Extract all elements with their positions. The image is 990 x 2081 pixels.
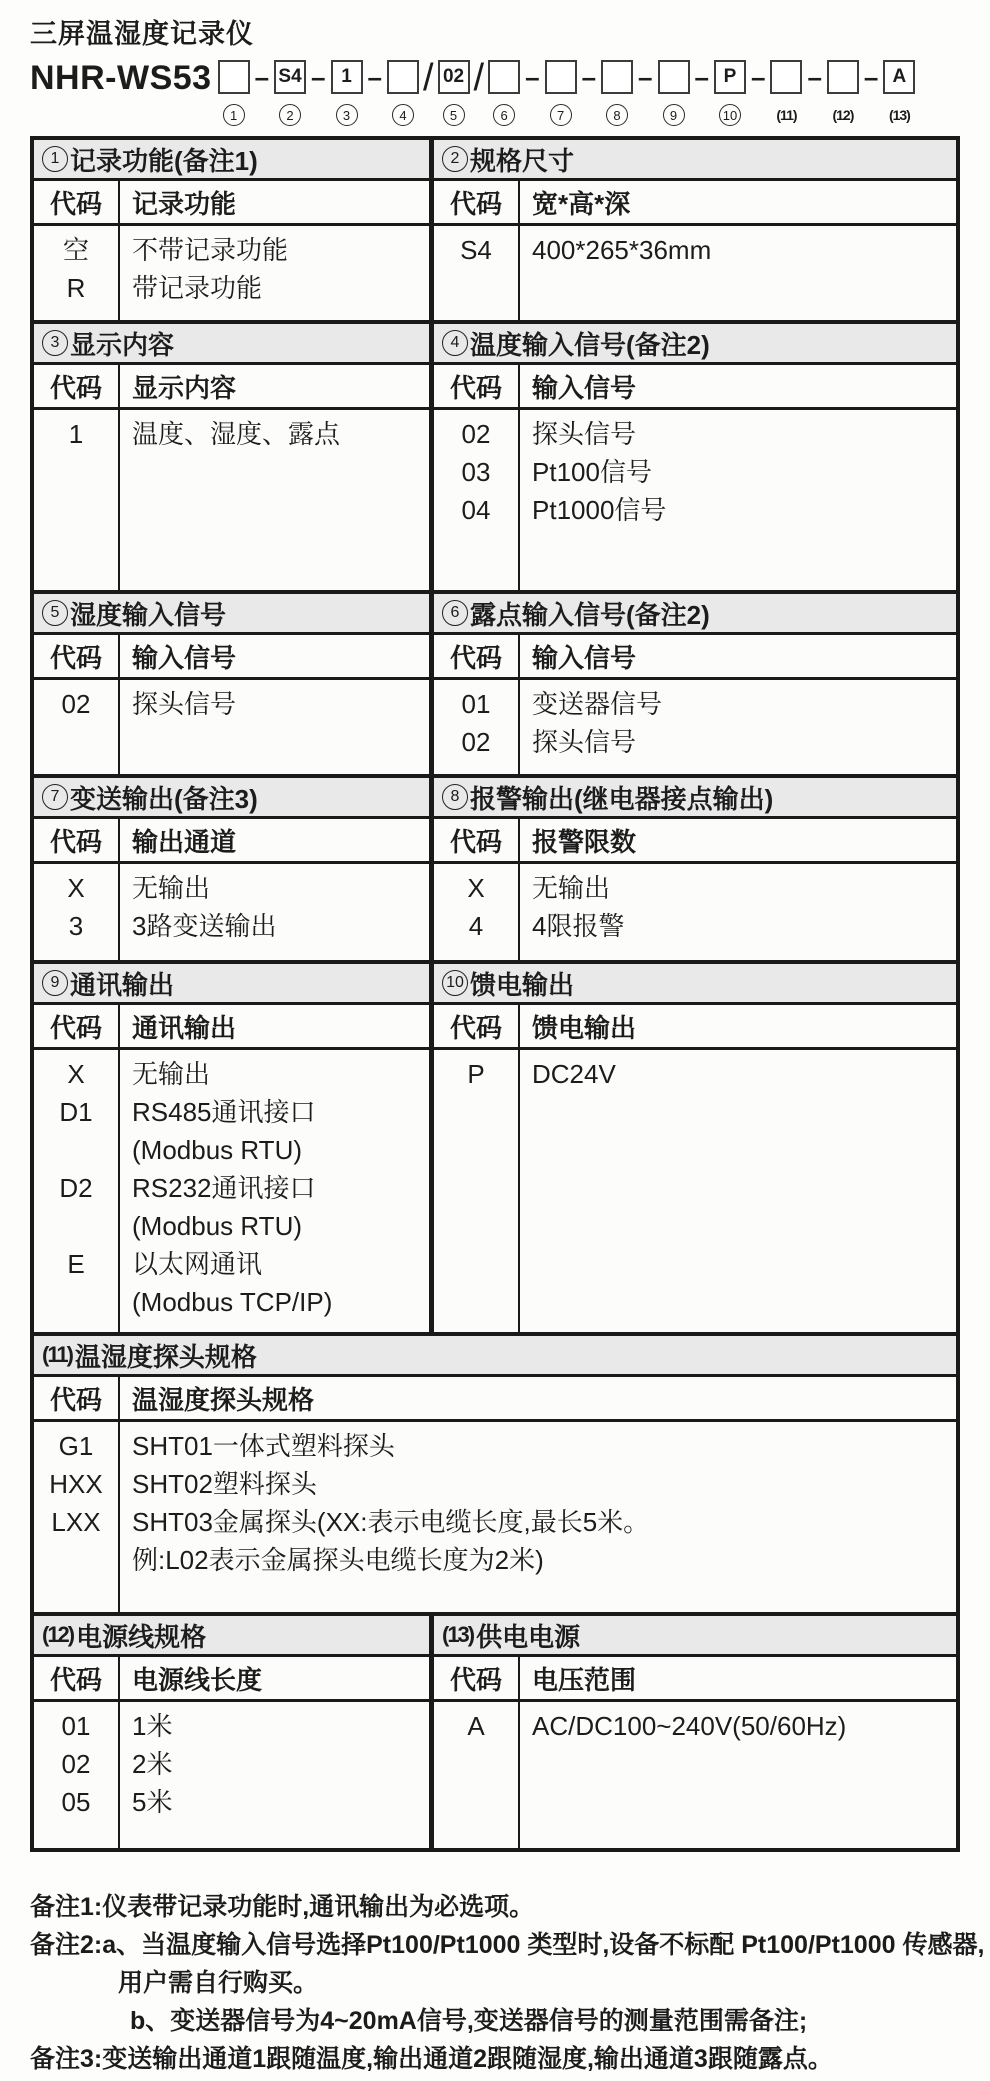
model-code-line [30, 57, 960, 126]
section-4-temp-input-signal [434, 324, 956, 590]
code-cell: 02 [461, 419, 491, 449]
section-5-codes [34, 680, 120, 774]
code-cell: 01 [61, 1711, 91, 1741]
desc-column-header: 通讯输出 [132, 1012, 237, 1043]
section-8-codes [434, 864, 520, 960]
desc-cell: SHT01一体式塑料探头 [132, 1431, 395, 1461]
code-cell: D1 [59, 1097, 93, 1127]
section-13-body [434, 1702, 956, 1848]
section-8-body [434, 864, 956, 960]
section-10-descs [520, 1050, 956, 1332]
code-cell: S4 [460, 235, 492, 265]
section-2-codes [434, 226, 520, 320]
section-5-subheader [34, 635, 429, 680]
code-cell: 空 [62, 235, 89, 265]
section-4-codes [434, 410, 520, 590]
model-pos-9: 9 [663, 104, 685, 126]
section-8-header [434, 778, 956, 819]
model-box-5: 02 [438, 60, 470, 94]
section-9-number: 9 [42, 970, 68, 996]
model-slot-1 [218, 60, 250, 126]
desc-column-header: 输出通道 [132, 826, 237, 857]
section-5-header [34, 594, 429, 635]
desc-cell: 无输出 [532, 873, 611, 903]
model-pos-7: 7 [550, 104, 572, 126]
model-separator: – [311, 62, 326, 92]
section-13-subheader [434, 1657, 956, 1702]
desc-cell: 探头信号 [132, 689, 237, 719]
code-cell: 4 [468, 911, 484, 941]
section-12-header [34, 1616, 429, 1657]
model-slot-13 [883, 60, 915, 126]
code-cell [34, 1207, 118, 1245]
section-9-codes [34, 1050, 120, 1332]
section-3-number: 3 [42, 330, 68, 356]
table-row-6 [34, 1332, 956, 1612]
section-12-title: 电源线规格 [76, 1621, 207, 1652]
code-cell: HXX [49, 1469, 103, 1499]
desc-cell: (Modbus TCP/IP) [132, 1287, 333, 1317]
section-6-number: 6 [442, 600, 468, 626]
section-2-body [434, 226, 956, 320]
section-2-number: 2 [442, 146, 468, 172]
section-13-descs [520, 1702, 956, 1848]
code-cell: 1 [68, 419, 84, 449]
footnotes [30, 1888, 985, 2078]
section-6-subheader [434, 635, 956, 680]
code-column-header: 代码 [34, 1005, 120, 1047]
desc-column-header: 输入信号 [532, 372, 637, 403]
model-pos-5: 5 [443, 104, 465, 126]
section-1-subheader [34, 181, 429, 226]
desc-cell: 无输出 [132, 1059, 211, 1089]
note-3: 备注3:变送输出通道1跟随温度,输出通道2跟随湿度,输出通道3跟随露点。 [30, 2045, 833, 2073]
section-1-codes [34, 226, 120, 320]
desc-cell: Pt1000信号 [532, 495, 667, 525]
section-7-title: 变送输出(备注3) [70, 783, 258, 814]
section-4-header [434, 324, 956, 365]
model-separator: – [863, 62, 879, 92]
desc-cell: 4限报警 [532, 911, 625, 941]
code-column-header: 代码 [34, 365, 120, 407]
note-2a-cont: 用户需自行购买。 [118, 1969, 319, 1997]
desc-cell: 1米 [132, 1711, 173, 1741]
desc-cell: AC/DC100~240V(50/60Hz) [532, 1711, 847, 1741]
section-12-number: (12) [42, 1622, 74, 1647]
model-box-9 [658, 60, 690, 94]
model-pos-12: (12) [832, 107, 854, 123]
table-row-5 [34, 960, 956, 1332]
section-3-subheader [34, 365, 429, 410]
section-4-descs [520, 410, 956, 590]
section-11-subheader [34, 1377, 956, 1422]
model-box-7 [545, 60, 577, 94]
model-box-3: 1 [331, 60, 363, 94]
section-13-power-supply [434, 1616, 956, 1848]
desc-cell: 探头信号 [532, 419, 637, 449]
code-column-header: 代码 [34, 635, 120, 677]
section-3-codes [34, 410, 120, 590]
model-slot-5 [438, 60, 470, 126]
section-4-number: 4 [442, 330, 468, 356]
desc-column-header: 记录功能 [132, 188, 237, 219]
section-10-subheader [434, 1005, 956, 1050]
code-cell: X [67, 1059, 85, 1089]
section-9-subheader [34, 1005, 429, 1050]
desc-cell: 以太网通讯 [132, 1249, 263, 1279]
section-8-descs [520, 864, 956, 960]
desc-column-header: 输入信号 [532, 642, 637, 673]
code-cell: P [467, 1059, 485, 1089]
code-column-header: 代码 [434, 365, 520, 407]
section-3-title: 显示内容 [70, 329, 175, 360]
section-8-alarm-output [434, 778, 956, 960]
model-slot-3 [331, 60, 363, 126]
code-cell: X [67, 873, 85, 903]
section-8-subheader [434, 819, 956, 864]
section-11-header [34, 1336, 956, 1377]
section-12-subheader [34, 1657, 429, 1702]
desc-cell: (Modbus RTU) [132, 1211, 303, 1241]
desc-cell: 温度、湿度、露点 [132, 419, 341, 449]
code-cell [34, 1283, 118, 1321]
model-separator: – [525, 62, 540, 92]
desc-column-header: 温湿度探头规格 [132, 1384, 315, 1415]
table-row-1 [34, 140, 956, 320]
section-10-codes [434, 1050, 520, 1332]
desc-cell: 带记录功能 [132, 273, 263, 303]
section-1-record-function [34, 140, 434, 320]
model-separator: – [254, 62, 270, 92]
note-2b: b、变送器信号为4~20mA信号,变送器信号的测量范围需备注; [130, 2007, 808, 2035]
code-cell: LXX [51, 1507, 101, 1537]
section-7-header [34, 778, 429, 819]
section-4-body [434, 410, 956, 590]
section-6-dewpoint-input-signal [434, 594, 956, 774]
model-box-10: P [714, 60, 746, 94]
section-11-probe-spec [34, 1336, 956, 1612]
desc-column-header: 电压范围 [532, 1664, 637, 1695]
section-10-title: 馈电输出 [470, 969, 575, 1000]
section-6-codes [434, 680, 520, 774]
section-9-body [34, 1050, 429, 1332]
model-separator: – [638, 62, 653, 92]
note-2a: 备注2:a、当温度输入信号选择Pt100/Pt1000 类型时,设备不标配 Pt100/Pt1000 传感器, [30, 1931, 985, 1959]
code-column-header: 代码 [34, 181, 120, 223]
section-7-subheader [34, 819, 429, 864]
desc-column-header: 报警限数 [532, 826, 637, 857]
model-box-4 [387, 60, 419, 94]
section-1-descs [120, 226, 429, 320]
desc-cell: (Modbus RTU) [132, 1135, 303, 1165]
desc-column-header: 输入信号 [132, 642, 237, 673]
code-cell: X [467, 873, 485, 903]
model-slot-6 [488, 60, 520, 126]
section-10-number: 10 [442, 970, 468, 996]
section-13-codes [434, 1702, 520, 1848]
code-cell: D2 [59, 1173, 93, 1203]
code-cell: 02 [61, 1749, 91, 1779]
desc-column-header: 显示内容 [132, 372, 237, 403]
desc-cell: SHT02塑料探头 [132, 1469, 317, 1499]
note-1: 备注1:仪表带记录功能时,通讯输出为必选项。 [30, 1893, 535, 1921]
section-6-descs [520, 680, 956, 774]
section-13-title: 供电电源 [476, 1621, 581, 1652]
section-9-title: 通讯输出 [70, 969, 175, 1000]
table-row-3 [34, 590, 956, 774]
model-slot-12 [827, 60, 859, 126]
desc-cell: 例:L02表示金属探头电缆长度为2米) [132, 1545, 544, 1575]
section-10-feed-output [434, 964, 956, 1332]
section-8-number: 8 [442, 784, 468, 810]
section-11-number: (11) [42, 1342, 72, 1367]
desc-cell: 探头信号 [532, 727, 637, 757]
desc-cell: 400*265*36mm [532, 235, 712, 265]
code-cell: 01 [461, 689, 491, 719]
section-8-title: 报警输出(继电器接点输出) [470, 783, 774, 814]
model-prefix: NHR-WS53 [30, 59, 212, 97]
desc-column-header: 电源线长度 [132, 1664, 263, 1695]
desc-cell: 无输出 [132, 873, 211, 903]
section-10-header [434, 964, 956, 1005]
section-7-codes [34, 864, 120, 960]
model-box-11 [770, 60, 802, 94]
section-3-header [34, 324, 429, 365]
section-11-descs [120, 1422, 956, 1612]
code-cell: 3 [68, 911, 84, 941]
model-box-13: A [883, 60, 915, 94]
code-cell [34, 1131, 118, 1169]
code-column-header: 代码 [434, 1005, 520, 1047]
model-box-12 [827, 60, 859, 94]
section-13-number: (13) [442, 1622, 474, 1647]
model-box-2: S4 [274, 60, 306, 94]
model-pos-1: 1 [223, 104, 245, 126]
section-6-body [434, 680, 956, 774]
model-slot-8 [601, 60, 633, 126]
model-pos-8: 8 [606, 104, 628, 126]
model-pos-4: 4 [392, 104, 414, 126]
code-column-header: 代码 [434, 635, 520, 677]
code-cell: 02 [61, 689, 91, 719]
section-2-header [434, 140, 956, 181]
section-6-header [434, 594, 956, 635]
desc-cell: RS232通讯接口 [132, 1173, 316, 1203]
model-slot-2 [274, 60, 306, 126]
section-7-number: 7 [42, 784, 68, 810]
model-separator: / [473, 57, 485, 99]
section-1-title: 记录功能(备注1) [70, 145, 258, 176]
desc-cell: DC24V [532, 1059, 616, 1089]
model-separator: / [422, 57, 434, 99]
section-12-body [34, 1702, 429, 1848]
section-9-header [34, 964, 429, 1005]
code-cell: R [66, 273, 86, 303]
desc-cell: 不带记录功能 [132, 235, 289, 265]
model-pos-3: 3 [336, 104, 358, 126]
desc-cell: Pt100信号 [532, 457, 652, 487]
code-cell: A [467, 1711, 485, 1741]
section-6-title: 露点输入信号(备注2) [470, 599, 710, 630]
model-pos-2: 2 [279, 104, 301, 126]
desc-column-header: 馈电输出 [532, 1012, 637, 1043]
section-12-codes [34, 1702, 120, 1848]
selection-table [30, 136, 960, 1852]
section-2-subheader [434, 181, 956, 226]
section-1-header [34, 140, 429, 181]
model-pos-6: 6 [493, 104, 515, 126]
table-row-4 [34, 774, 956, 960]
desc-cell: 5米 [132, 1787, 173, 1817]
desc-cell: RS485通讯接口 [132, 1097, 316, 1127]
code-cell: 03 [461, 457, 491, 487]
model-separator: – [367, 62, 382, 92]
code-cell [34, 1541, 118, 1579]
section-10-body [434, 1050, 956, 1332]
section-13-header [434, 1616, 956, 1657]
desc-cell: 2米 [132, 1749, 173, 1779]
section-9-descs [120, 1050, 429, 1332]
code-column-header: 代码 [434, 819, 520, 861]
section-7-body [34, 864, 429, 960]
section-12-power-cord [34, 1616, 434, 1848]
model-pos-10: 10 [719, 104, 741, 126]
desc-cell: SHT03金属探头(XX:表示电缆长度,最长5米。 [132, 1507, 650, 1537]
section-4-title: 温度输入信号(备注2) [470, 329, 710, 360]
code-column-header: 代码 [34, 1657, 120, 1699]
model-separator: – [750, 62, 766, 92]
model-separator: – [581, 62, 597, 92]
section-11-body [34, 1422, 956, 1612]
code-column-header: 代码 [34, 1377, 120, 1419]
section-11-title: 温湿度探头规格 [74, 1341, 257, 1372]
section-5-humidity-input-signal [34, 594, 434, 774]
model-box-1 [218, 60, 250, 94]
code-column-header: 代码 [434, 1657, 520, 1699]
section-5-number: 5 [42, 600, 68, 626]
section-9-comm-output [34, 964, 434, 1332]
desc-column-header: 宽*高*深 [532, 188, 631, 219]
model-slot-9 [658, 60, 690, 126]
model-box-6 [488, 60, 520, 94]
model-pos-13: (13) [888, 107, 910, 123]
section-1-number: 1 [42, 146, 68, 172]
code-cell: 04 [461, 495, 491, 525]
section-4-subheader [434, 365, 956, 410]
section-12-descs [120, 1702, 429, 1848]
code-cell: 02 [461, 727, 491, 757]
section-11-codes [34, 1422, 120, 1612]
table-row-2 [34, 320, 956, 590]
section-1-body [34, 226, 429, 320]
model-box-8 [601, 60, 633, 94]
section-2-title: 规格尺寸 [470, 145, 575, 176]
code-cell: E [67, 1249, 85, 1279]
table-row-7 [34, 1612, 956, 1848]
model-slot-10 [714, 60, 746, 126]
model-slot-11 [770, 60, 802, 126]
model-pos-11: (11) [776, 107, 797, 123]
code-cell: G1 [58, 1431, 94, 1461]
section-7-descs [120, 864, 429, 960]
section-2-descs [520, 226, 956, 320]
model-separator: – [807, 62, 822, 92]
desc-cell: 变送器信号 [532, 689, 663, 719]
section-7-transmit-output [34, 778, 434, 960]
section-3-descs [120, 410, 429, 590]
section-5-body [34, 680, 429, 774]
section-3-display-content [34, 324, 434, 590]
section-5-title: 湿度输入信号 [70, 599, 227, 630]
code-column-header: 代码 [434, 181, 520, 223]
section-5-descs [120, 680, 429, 774]
code-cell: 05 [61, 1787, 91, 1817]
page-title: 三屏温湿度记录仪 [30, 19, 254, 49]
desc-cell: 3路变送输出 [132, 911, 277, 941]
model-slot-4 [387, 60, 419, 126]
model-slot-7 [545, 60, 577, 126]
section-3-body [34, 410, 429, 590]
section-2-dimensions [434, 140, 956, 320]
code-column-header: 代码 [34, 819, 120, 861]
model-separator: – [694, 62, 709, 92]
